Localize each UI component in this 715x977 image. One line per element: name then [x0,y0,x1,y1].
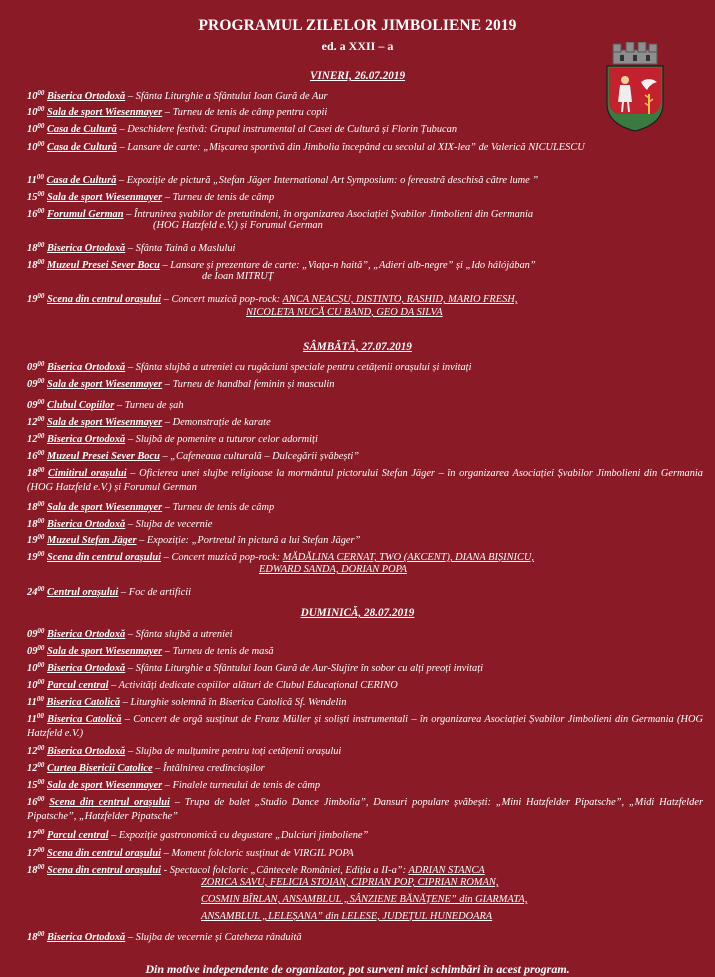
event-time [27,714,44,725]
event-hour: 09 [27,379,38,390]
event-location: Sala de sport Wiesenmayer [47,417,163,428]
event-item [27,675,707,693]
event-item [27,289,707,307]
event-location: Scena din centrul orașului [47,865,162,876]
event-time [27,848,44,859]
event-minutes: 00 [37,795,45,803]
event-location: Parcul central [47,830,109,841]
event-item [27,187,707,205]
event-location: Centrul orașului [47,587,119,598]
event-minutes: 00 [37,105,45,113]
event-hour: 10 [27,142,38,153]
event-minutes: 00 [36,695,44,703]
event-location: Biserica Ortodoxă [47,746,126,757]
event-location: Sala de sport Wiesenmayer [47,646,163,657]
event-description: – Turneu de tenis de câmp [162,192,275,203]
event-continuation: COSMIN BÎRLAN, ANSAMBLUL „SÂNZIENE BĂNĂȚENE” din GIARMATA, [201,894,528,905]
event-location: Biserica Catolică [47,714,122,725]
event-item [27,463,703,495]
event-item [27,395,707,413]
event-minutes: 00 [37,627,45,635]
event-hour: 11 [27,714,37,725]
footer-note: Din motive independente de organizator, pot surveni mici schimbări în acest program. [145,962,570,976]
event-description: – Sfânta Taină a Maslului [125,243,236,254]
event-hour: 19 [27,535,38,546]
event-time [27,535,44,546]
event-hour: 09 [27,362,38,373]
event-hour: 12 [27,763,38,774]
event-time [27,502,44,513]
event-hour: 16 [27,451,38,462]
event-hour: 09 [27,629,38,640]
event-time [27,468,44,479]
event-description: – Concert muzică pop-rock: [161,294,283,305]
event-minutes: 00 [37,761,45,769]
day-heading: VINERI, 26.07.2019 [309,70,406,82]
event-hour: 12 [27,417,38,428]
event-location: Biserica Catolică [46,697,121,708]
event-time [27,260,44,271]
event-time [27,680,44,691]
event-description: – Sfânta slujbă a utreniei cu rugăciuni speciale pentru cetățenii orașului și invitați [125,362,472,373]
event-location: Forumul German [47,209,124,220]
day-heading: SÂMBĂTĂ, 27.07.2019 [303,341,412,353]
event-location: Cimitirul orașului [48,468,127,479]
event-description: – Slujba de mulțumire pentru toți cetățenii orașului [125,746,342,757]
event-item [27,775,707,793]
event-description: – Slujba de vecernie și Cateheza rânduită [125,932,302,943]
event-minutes: 00 [37,661,45,669]
event-minutes: 00 [37,585,45,593]
event-description: – Turneu de tenis de câmp pentru copii [162,107,328,118]
event-description: – „Cafeneaua culturală – Dulcegării șvăbești” [159,451,360,462]
event-minutes: 00 [37,828,45,836]
event-minutes: 00 [37,190,45,198]
event-hour: 10 [27,107,38,118]
event-performers: MĂDĂLINA CERNAT, TWO (AKCENT), DIANA BIȘINICU, [282,552,535,563]
event-description: – Moment folcloric susținut de VIRGIL POPA [161,848,354,859]
event-time [27,209,44,220]
event-item [27,624,707,642]
event-minutes: 00 [37,140,45,148]
event-continuation: (HOG Hatzfeld e.V.) și Forumul German [153,220,323,231]
event-hour: 16 [27,209,38,220]
event-item [27,412,707,430]
event-minutes: 00 [37,533,45,541]
event-hour: 18 [27,502,38,513]
event-continuation: EDWARD SANDA, DORIAN POPA [259,564,407,575]
event-item [27,641,707,659]
event-time [27,400,44,411]
event-time [27,763,44,774]
event-location: Sala de sport Wiesenmayer [47,192,163,203]
event-time [27,932,44,943]
event-location: Sala de sport Wiesenmayer [47,780,163,791]
event-minutes: 00 [37,466,45,474]
event-location: Biserica Ortodoxă [47,663,126,674]
event-time [27,417,44,428]
event-hour: 18 [27,519,38,530]
event-description: – Oficierea unei slujbe religioase la mormântul pictorului Stefan Jäger – în organizarea Asociației Șvabilor Jimbolieni din Germania (HOG Hatzfeld e.V.) și Forumul German [27,468,703,493]
event-time [27,379,44,390]
event-hour: 11 [27,697,37,708]
event-item [27,119,707,137]
event-minutes: 00 [36,173,44,181]
event-description: – Deschidere festivă: Grupul instrumental al Casei de Cultură și Florin Țubucan [116,124,458,135]
event-location: Scena din centrul orașului [47,294,162,305]
event-time [27,865,44,876]
event-minutes: 00 [37,678,45,686]
event-description: – Concert de orgă susținut de Franz Müller și soliști instrumentali – în organizarea Asociației Șvabilor Jimbolieni din Germania (HOG Hatzfeld e.V.) [27,714,703,739]
event-item [27,255,707,273]
event-location: Biserica Ortodoxă [47,362,126,373]
event-continuation: NICOLETA NUCĂ CU BAND, GEO DA SILVA [246,307,443,318]
event-hour: 09 [27,646,38,657]
event-item [27,102,707,120]
event-hour: 15 [27,192,38,203]
event-description: – Lansare și prezentare de carte: „Viața-n haită”, „Adieri alb-negre” și „Ido hálójában” [159,260,536,271]
event-item [27,709,703,741]
event-location: Biserica Ortodoxă [47,932,126,943]
event-minutes: 00 [37,644,45,652]
event-hour: 16 [27,797,38,808]
event-item [27,357,707,375]
event-item [27,170,707,188]
event-minutes: 00 [37,550,45,558]
event-continuation: ANSAMBLUL „LELEȘANA” din LELESE, JUDEȚUL HUNEDOARA [201,911,493,922]
event-location: Muzeul Stefan Jäger [47,535,137,546]
event-time [27,646,44,657]
event-description: – Lansare de carte: „Mișcarea sportivă din Jimbolia începând cu secolul al XIX-lea” de Valerică NICULESCU [116,142,585,153]
event-location: Scena din centrul orașului [49,797,170,808]
event-item [27,238,707,256]
event-location: Casa de Cultură [47,124,117,135]
event-location: Curtea Bisericii Catolice [47,763,153,774]
event-item [27,582,707,600]
event-minutes: 00 [37,930,45,938]
event-minutes: 00 [37,863,45,871]
event-time [27,175,44,186]
event-time [27,107,44,118]
event-description: - Spectacol folcloric „Cântecele României, Ediția a II-a”: [161,865,409,876]
event-location: Biserica Ortodoxă [47,243,126,254]
event-minutes: 00 [37,89,45,97]
edition-label: ed. a XXII – a [321,39,394,53]
event-location: Parcul central [47,680,109,691]
event-hour: 18 [27,468,38,479]
event-item [27,429,707,447]
page-title: PROGRAMUL ZILELOR JIMBOLIENE 2019 [198,17,517,34]
event-continuation: de Ioan MITRUȚ [202,271,274,282]
event-description: – Slujba de vecernie [125,519,213,530]
event-hour: 12 [27,434,38,445]
event-hour: 10 [27,663,38,674]
event-item [27,446,707,464]
event-location: Scena din centrul orașului [47,552,162,563]
event-time [27,434,44,445]
event-description: – Trupa de balet „Studio Dance Jimbolia”, Dansuri populare șvăbești: „Mini Hatzfelder Pipatsche”, „Midi Hatzfelder Pipatsche”, „Hatzfelder Pipatsche” [27,797,703,822]
event-location: Sala de sport Wiesenmayer [47,107,163,118]
event-minutes: 00 [37,778,45,786]
event-location: Scena din centrul orașului [47,848,162,859]
event-time [27,830,44,841]
event-time [27,552,44,563]
event-minutes: 00 [37,415,45,423]
event-hour: 15 [27,780,38,791]
event-item [27,927,707,945]
event-description: – Turneu de tenis de câmp [162,502,275,513]
event-time [27,797,44,808]
event-hour: 12 [27,746,38,757]
event-item [27,204,707,222]
event-description: – Concert muzică pop-rock: [161,552,283,563]
event-hour: 19 [27,552,38,563]
event-time [27,192,44,203]
event-item [27,741,707,759]
event-continuation: ZORICA SAVU, FELICIA STOIAN, CIPRIAN POP, CIPRIAN ROMAN, [201,877,499,888]
event-item [27,497,707,515]
event-description: – Slujbă de pomenire a tuturor celor adormiți [125,434,318,445]
event-location: Biserica Ortodoxă [47,629,126,640]
event-hour: 17 [27,830,38,841]
event-minutes: 00 [37,517,45,525]
event-minutes: 00 [37,846,45,854]
event-item [27,843,707,861]
day-heading: DUMINICĂ, 28.07.2019 [300,607,415,619]
event-description: – Întâlnirea credincioșilor [152,763,265,774]
event-minutes: 00 [37,258,45,266]
event-item [27,658,707,676]
event-hour: 10 [27,680,38,691]
event-location: Biserica Ortodoxă [47,91,126,102]
event-performers: ADRIAN STANCA [408,865,485,876]
event-minutes: 00 [37,500,45,508]
event-hour: 18 [27,932,38,943]
event-hour: 18 [27,243,38,254]
event-description: – Activități dedicate copiilor alături de Clubul Educațional CERINO [108,680,398,691]
event-hour: 10 [27,124,38,135]
event-location: Casa de Cultură [47,142,117,153]
event-time [27,629,44,640]
event-time [27,587,44,598]
event-location: Sala de sport Wiesenmayer [47,379,163,390]
event-hour: 18 [27,260,38,271]
event-minutes: 00 [36,712,44,720]
event-location: Clubul Copiilor [47,400,115,411]
event-description: – Liturghie solemnă în Biserica Catolică Sf. Wendelin [120,697,347,708]
event-description: – Turneu de șah [114,400,184,411]
event-location: Muzeul Presei Sever Bocu [47,260,160,271]
event-minutes: 00 [37,398,45,406]
event-location: Biserica Ortodoxă [47,519,126,530]
event-time [27,294,44,305]
event-item [27,758,707,776]
event-item [27,692,707,710]
event-time [27,746,44,757]
event-minutes: 00 [37,377,45,385]
event-description: – Foc de artificii [118,587,192,598]
event-performers: ANCA NEACȘU, DISTINTO, RASHID, MARIO FRESH, [282,294,518,305]
event-minutes: 00 [37,122,45,130]
event-minutes: 00 [37,449,45,457]
event-time [27,124,44,135]
event-minutes: 00 [37,241,45,249]
event-item [27,825,707,843]
event-location: Sala de sport Wiesenmayer [47,502,163,513]
event-description: – Sfânta slujbă a utreniei [125,629,233,640]
event-hour: 11 [27,175,37,186]
event-description: – Expoziție gastronomică cu degustare „Dulciuri jimboliene” [108,830,369,841]
event-description: – Demonstrație de karate [162,417,271,428]
event-hour: 17 [27,848,38,859]
event-time [27,780,44,791]
event-description: – Turneu de handbal feminin și masculin [162,379,335,390]
event-item [27,792,703,824]
event-time [27,451,44,462]
event-description: – Sfânta Liturghie a Sfântului Ioan Gură de Aur [125,91,328,102]
event-minutes: 00 [37,744,45,752]
event-minutes: 00 [37,360,45,368]
event-time [27,663,44,674]
event-hour: 24 [27,587,38,598]
event-location: Casa de Cultură [46,175,117,186]
event-description: – Turneu de tenis de masă [162,646,274,657]
event-time [27,697,44,708]
event-time [27,91,44,102]
event-minutes: 00 [37,292,45,300]
event-time [27,243,44,254]
event-description: – Expoziție de pictură „Stefan Jäger International Art Symposium: o fereastră deschisă către lume ” [116,175,539,186]
event-hour: 10 [27,91,38,102]
event-hour: 19 [27,294,38,305]
event-item [27,530,707,548]
event-hour: 18 [27,865,38,876]
event-minutes: 00 [37,432,45,440]
event-location: Biserica Ortodoxă [47,434,126,445]
event-description: – Întrunirea șvabilor de pretutindeni, în organizarea Asociației Șvabilor Jimbolieni din Germania [123,209,534,220]
event-minutes: 00 [37,207,45,215]
event-time [27,519,44,530]
event-description: – Sfânta Liturghie a Sfântului Ioan Gură de Aur-Slujire în sobor cu alți preoți invitați [125,663,484,674]
event-description: – Expoziție: „Portretul în pictură a lui Stefan Jäger” [136,535,361,546]
event-item [27,374,707,392]
event-item [27,137,703,155]
event-hour: 09 [27,400,38,411]
event-time [27,362,44,373]
event-location: Muzeul Presei Sever Bocu [47,451,160,462]
event-time [27,142,44,153]
event-description: – Finalele turneului de tenis de câmp [162,780,321,791]
